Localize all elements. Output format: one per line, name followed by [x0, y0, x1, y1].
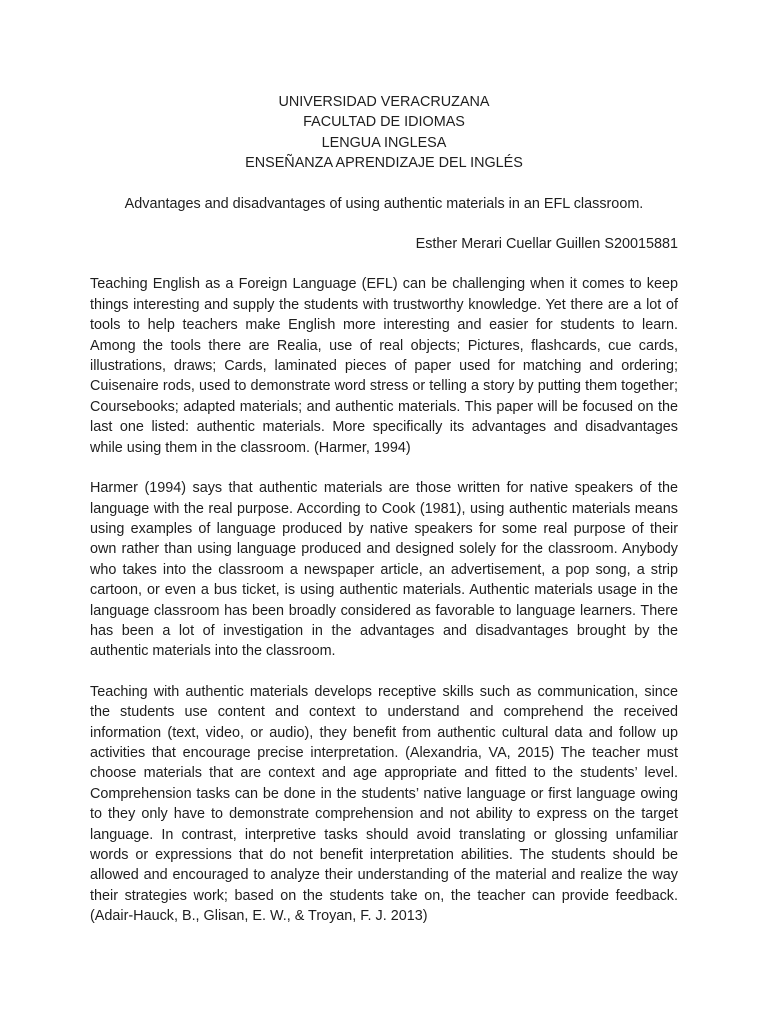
institution-header	[90, 92, 678, 174]
paragraph-2: Harmer (1994) says that authentic materials are those written for native speakers of the language with the real purpose. According to Cook (1981), using authentic materials means using examples of language produced by native speakers for some real purpose of their own rather than using language produced and designed solely for the classroom. Anybody who takes into the classroom a newspaper article, an advertisement, a pop song, a strip cartoon, or even a bus ticket, is using authentic materials. Authentic materials usage in the language classroom has been broadly considered as favorable to language learners. There has been a lot of investigation in the advantages and disadvantages brought by the authentic materials into the classroom.	[90, 480, 678, 660]
document-title: Advantages and disadvantages of using authentic materials in an EFL classroom.	[124, 195, 644, 212]
paragraph-3: Teaching with authentic materials develops receptive skills such as communication, since the students use content and context to understand and comprehend the received information (text, video, or audio), they benefit from authentic cultural data and follow up activities that encourage precise interpretation. (Alexandria, VA, 2015) The teacher must choose materials that are context and age appropriate and fitted to the students’ level. Comprehension tasks can be done in the students’ native language or first language owing to they only have to demonstrate comprehension and not ability to express on the target language. In contrast, interpretive tasks should avoid translating or glossing unfamiliar words or expressions that do not benefit interpretation abilities. The students should be allowed and encouraged to analyze their understanding of the material and realize the way their strategies work; based on the students take on, the teacher can provide feedback. (Adair-Hauck, B., Glisan, E. W., & Troyan, F. J. 2013)	[90, 683, 678, 925]
faculty-name: FACULTAD DE IDIOMAS	[303, 114, 465, 131]
university-name: UNIVERSIDAD VERACRUZANA	[278, 94, 490, 110]
author-line: Esther Merari Cuellar Guillen S20015881	[415, 236, 678, 253]
program-name: LENGUA INGLESA	[321, 134, 447, 151]
course-name: ENSEÑANZA APRENDIZAJE DEL INGLÉS	[245, 155, 523, 172]
paragraph-1: Teaching English as a Foreign Language (EFL) can be challenging when it comes to keep things interesting and supply the students with trustworthy knowledge. Yet there are a lot of tools to help teachers make English more interesting and easier for students to learn. Among the tools there are Realia, use of real objects; Pictures, flashcards, cue cards, illustrations, draws; Cards, laminated pieces of paper used for matching and ordering; Cuisenaire rods, used to demonstrate word stress or telling a story by putting them together; Coursebooks; adapted materials; and authentic materials. This paper will be focused on the last one listed: authentic materials. More specifically its advantages and disadvantages while using them in the classroom. (Harmer, 1994)	[90, 276, 678, 456]
document-page	[90, 92, 678, 927]
